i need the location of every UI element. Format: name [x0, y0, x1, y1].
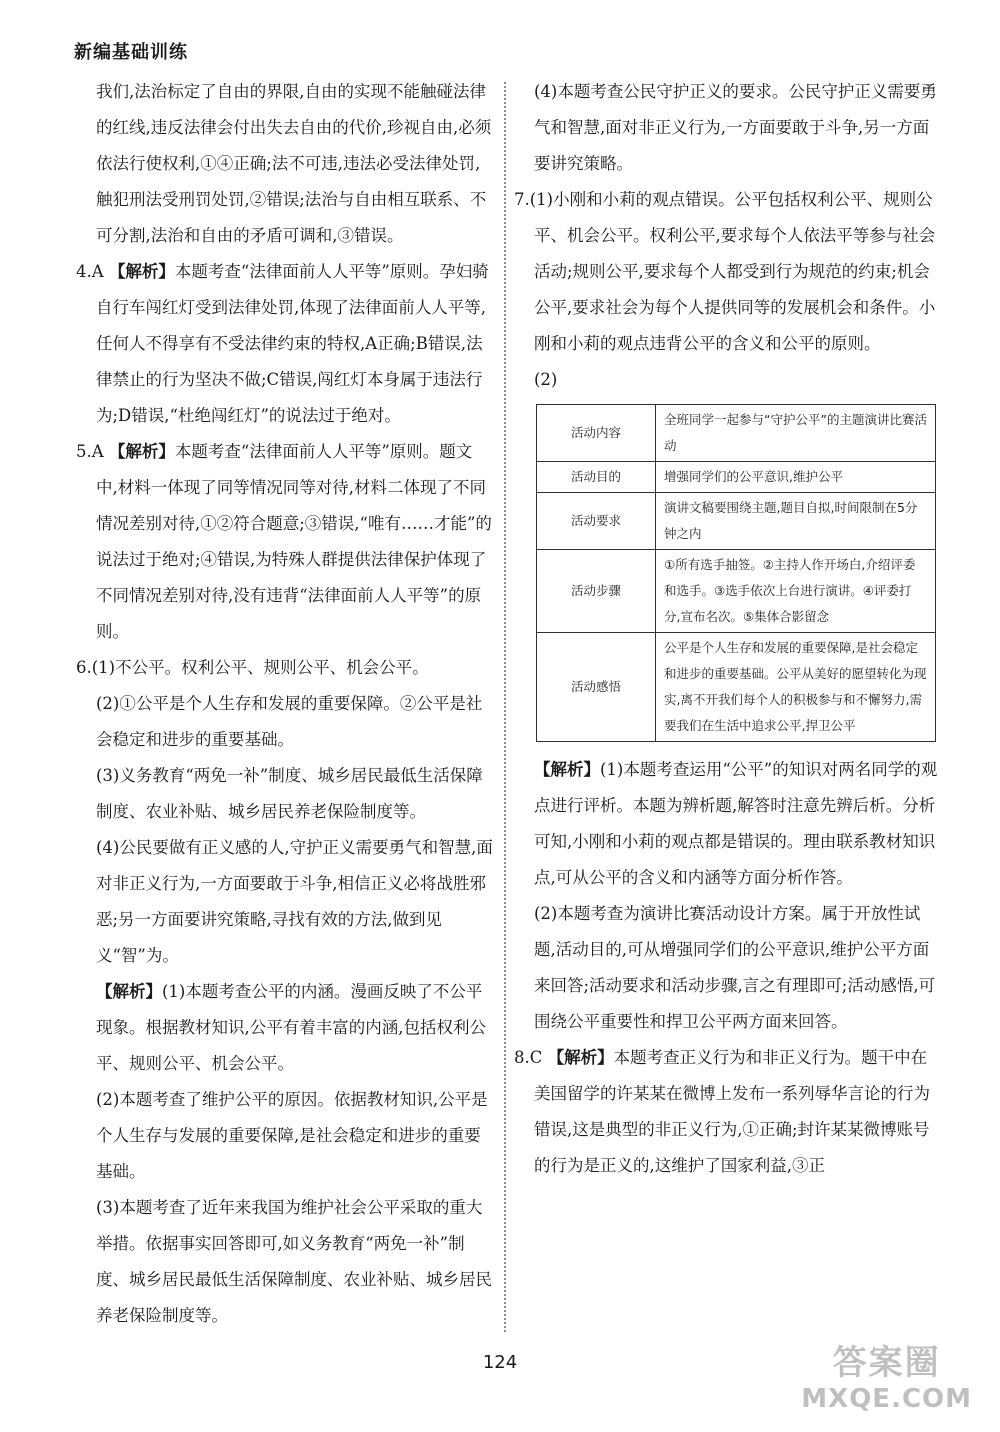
table-value: ①所有选手抽签。②主持人作开场白,介绍评委和选手。③选手依次上台进行演讲。④评委打分,宣布名次。⑤集体合影留念	[656, 550, 936, 633]
analysis-tag: 【解析】	[96, 982, 162, 1001]
answer-8: 8.C 【解析】本题考查正义行为和非正义行为。题干中在美国留学的许某某在微博上发布一系列辱华言论的行为错误,这是典型的非正义行为,①正确;封许某某微博账号的行为是正义的,这维护了国家利益,③正	[514, 1048, 930, 1175]
explanation-7-part-1: 【解析】(1)本题考查运用“公平”的知识对两名同学的观点进行评析。本题为辨析题,解答时注意先辨后析。分析可知,小刚和小莉的观点都是错误的。理由联系教材知识点,可从公平的含义和内涵等方面分析作答。	[534, 760, 938, 887]
table-value: 增强同学们的公平意识,维护公平	[656, 462, 936, 493]
answer-5: 5.A 【解析】本题考查“法律面前人人平等”原则。题文中,材料一体现了同等情况同等对待,材料二体现了不同情况差别对待,①②符合题意;③错误,“唯有……才能”的说法过于绝对;④错误,为特殊人群提供法律保护体现了不同情况差别对待,没有违背“法律面前人人平等”的原则。	[76, 442, 492, 641]
explanation-6-part-4: (4)本题考查公民守护正义的要求。公民守护正义需要勇气和智慧,面对非正义行为,一方面要敢于斗争,另一方面要讲究策略。	[534, 82, 937, 173]
answer-6-part-3: (3)义务教育“两免一补”制度、城乡居民最低生活保障制度、农业补贴、城乡居民养老保险制度等。	[96, 766, 483, 821]
analysis-tag: 【解析】	[108, 262, 175, 281]
right-column	[514, 74, 942, 1184]
answer-7-part-1: 7.(1)小刚和小莉的观点错误。公平包括权利公平、规则公平、机会公平。权利公平,要求每个人依法平等参与社会活动;规则公平,要求每个人都受到行为规范的约束;机会公平,要求社会为每个人提供同等的发展机会和条件。小刚和小莉的观点违背公平的含义和公平的原则。	[514, 190, 936, 353]
table-value: 演讲文稿要围绕主题,题目自拟,时间限制在5分钟之内	[656, 493, 936, 550]
paragraph-continued: 我们,法治标定了自由的界限,自由的实现不能触碰法律的红线,违反法律会付出失去自由的代价,珍视自由,必须依法行使权利,①④正确;法不可违,违法必受法律处罚,触犯刑法受刑罚处罚,②错误;法治与自由相互联系、不可分割,法治和自由的矛盾可调和,③错误。	[96, 82, 492, 245]
answer-6-part-2: (2)①公平是个人生存和发展的重要保障。②公平是社会稳定和进步的重要基础。	[96, 694, 483, 749]
table-key: 活动目的	[537, 462, 656, 493]
explanation-6-part-1: 【解析】(1)本题考查公平的内涵。漫画反映了不公平现象。根据教材知识,公平有着丰富的内涵,包括权利公平、规则公平、机会公平。	[96, 982, 486, 1073]
table-key: 活动内容	[537, 405, 656, 462]
analysis-tag: 【解析】	[547, 1048, 614, 1067]
table-row	[537, 550, 936, 633]
table-row	[537, 462, 936, 493]
page-number: 124	[482, 1352, 518, 1373]
answer-6-part-1: 6.(1)不公平。权利公平、规则公平、机会公平。	[76, 658, 429, 677]
activity-plan-table	[536, 404, 936, 742]
watermark-text: 答案圈	[832, 1343, 941, 1383]
table-value: 全班同学一起参与“守护公平”的主题演讲比赛活动	[656, 405, 936, 462]
table-row	[537, 493, 936, 550]
table-value: 公平是个人生存和发展的重要保障,是社会稳定和进步的重要基础。公平从美好的愿望转化为现实,离不开我们每个人的积极参与和不懈努力,需要我们在生活中追求公平,捍卫公平	[656, 633, 936, 742]
left-column	[76, 74, 494, 1334]
watermark-url: MXQE.COM	[801, 1384, 972, 1414]
table-row	[537, 633, 936, 742]
answer-4: 4.A 【解析】本题考查“法律面前人人平等”原则。孕妇骑自行车闯红灯受到法律处罚,体现了法律面前人人平等,任何人不得享有不受法律约束的特权,A正确;B错误,法律禁止的行为坚决不做;C错误,闯红灯本身属于违法行为;D错误,“杜绝闯红灯”的说法过于绝对。	[76, 262, 489, 425]
analysis-tag: 【解析】	[534, 760, 600, 779]
table-key: 活动要求	[537, 493, 656, 550]
book-title: 新编基础训练	[74, 42, 188, 63]
table-key: 活动步骤	[537, 550, 656, 633]
answer-6-part-4: (4)公民要做有正义感的人,守护正义需要勇气和智慧,面对非正义行为,一方面要敢于斗争,相信正义必将战胜邪恶;另一方面要讲究策略,寻找有效的方法,做到见义“智”为。	[96, 838, 493, 965]
table-key: 活动感悟	[537, 633, 656, 742]
explanation-6-part-2: (2)本题考查了维护公平的原因。依据教材知识,公平是个人生存与发展的重要保障,是社会稳定和进步的重要基础。	[96, 1090, 488, 1181]
answer-7-part-2-label: (2)	[534, 370, 558, 389]
table-row	[537, 405, 936, 462]
explanation-7-part-2: (2)本题考查为演讲比赛活动设计方案。属于开放性试题,活动目的,可从增强同学们的公平意识,维护公平方面来回答;活动要求和活动步骤,言之有理即可;活动感悟,可围绕公平重要性和捍卫公平两方面来回答。	[534, 904, 936, 1031]
watermark-logo	[801, 1335, 972, 1414]
explanation-6-part-3: (3)本题考查了近年来我国为维护社会公平采取的重大举措。依据事实回答即可,如义务教育“两免一补”制度、城乡居民最低生活保障制度、农业补贴、城乡居民养老保险制度等。	[96, 1198, 492, 1325]
analysis-tag: 【解析】	[108, 442, 175, 461]
column-divider	[504, 82, 506, 1332]
